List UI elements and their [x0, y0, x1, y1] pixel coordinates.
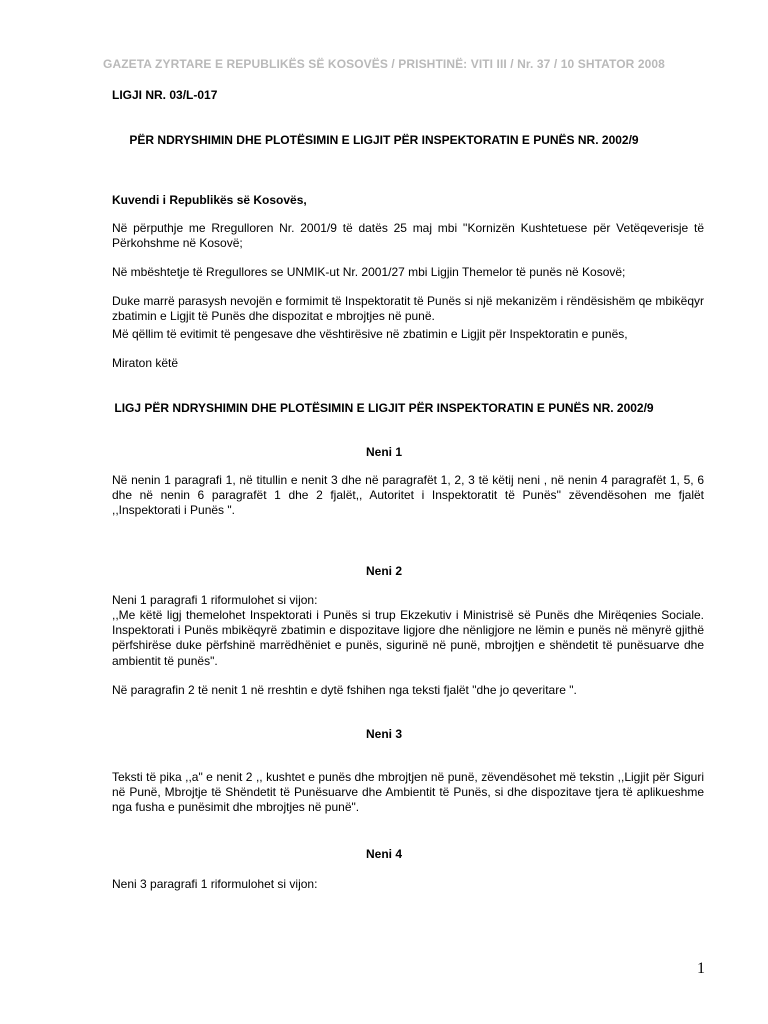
- article-heading: Neni 1: [365, 445, 402, 459]
- preamble-paragraph-2: Në mbështetje të Rregullores se UNMIK-ut Nr. 2001/27 mbi Ligjin Themelor të punës në Kosovë;: [112, 265, 626, 279]
- preamble-paragraph-1: Në përputhje me Rregulloren Nr. 2001/9 të datës 25 maj mbi ''Kornizën Kushtetuese për Vetëqeverisje të Përkohshme në Kosovë;: [112, 221, 704, 251]
- law-title: LIGJ PËR NDRYSHIMIN DHE PLOTËSIMIN E LIGJIT PËR INSPEKTORATIN E PUNËS NR. 2002/9: [114, 401, 654, 415]
- approves-line: Miraton këtë: [112, 356, 179, 370]
- law-number: LIGJI NR. 03/L-017: [112, 88, 218, 102]
- page-number: 1: [697, 960, 705, 977]
- assembly-line: Kuvendi i Republikës së Kosovës,: [112, 193, 307, 207]
- preamble-paragraph-4: Më qëllim të evitimit të pengesave dhe vështirësive në zbatimin e Ligjit për Inspektoratin e punës,: [112, 327, 628, 341]
- gazette-header: GAZETA ZYRTARE E REPUBLIKËS SË KOSOVËS / PRISHTINË: VITI III / Nr. 37 / 10 SHTATOR 2008: [103, 57, 665, 71]
- article-heading: Neni 4: [365, 847, 402, 861]
- article-paragraph: ,,Me këtë ligj themelohet Inspektorati i Punës si trup Ekzekutiv i Ministrisë së Punës dhe Mirëqenies Sociale. Inspektorati i Punës mbikëqyrë zbatimin e dispozitave ligjore dhe nënligjore ne lëmin e punës në mënyrë gjithë përfshirëse duke përfshinë marrëdhëniet e punës, sigurinë në punë, mbrojtjen e shëndetit të punësuarve dhe ambientit të punës".: [112, 608, 704, 668]
- article-heading: Neni 2: [365, 564, 402, 578]
- article-paragraph: Neni 1 paragrafi 1 riformulohet si vijon:: [112, 593, 318, 607]
- article-paragraph: Neni 3 paragrafi 1 riformulohet si vijon:: [112, 877, 318, 891]
- preamble-paragraph-3: Duke marrë parasysh nevojën e formimit të Inspektoratit të Punës si një mekanizëm i rëndësishëm qe mbikëqyr zbatimin e Ligjit të Punës dhe dispozitat e mbrojtjes në punë.: [112, 294, 704, 324]
- article-paragraph: Në nenin 1 paragrafi 1, në titullin e nenit 3 dhe në paragrafët 1, 2, 3 të këtij neni , në nenin 4 paragrafët 1, 5, 6 dhe në nenin 6 paragrafët 1 dhe 2 fjalët,, Autoritet i Inspektoratit të Punës'' zëvendësohen me fjalët ,,Inspektorati i Punës ".: [112, 473, 704, 518]
- article-paragraph: Në paragrafin 2 të nenit 1 në rreshtin e dytë fshihen nga teksti fjalët "dhe jo qeveritare ".: [112, 683, 577, 697]
- article-paragraph: Teksti të pika ,,a" e nenit 2 ,, kushtet e punës dhe mbrojtjen në punë, zëvendësohet më tekstin ,,Ligjit për Siguri në Punë, Mbrojtje të Shëndetit të Punësuarve dhe Ambientit të Punës, si dhe dispozitave tjera të aplikueshme nga fusha e punësimit dhe mbrojtjes në punë".: [112, 770, 704, 815]
- article-heading: Neni 3: [365, 727, 402, 741]
- document-title: PËR NDRYSHIMIN DHE PLOTËSIMIN E LIGJIT PËR INSPEKTORATIN E PUNËS NR. 2002/9: [129, 133, 639, 147]
